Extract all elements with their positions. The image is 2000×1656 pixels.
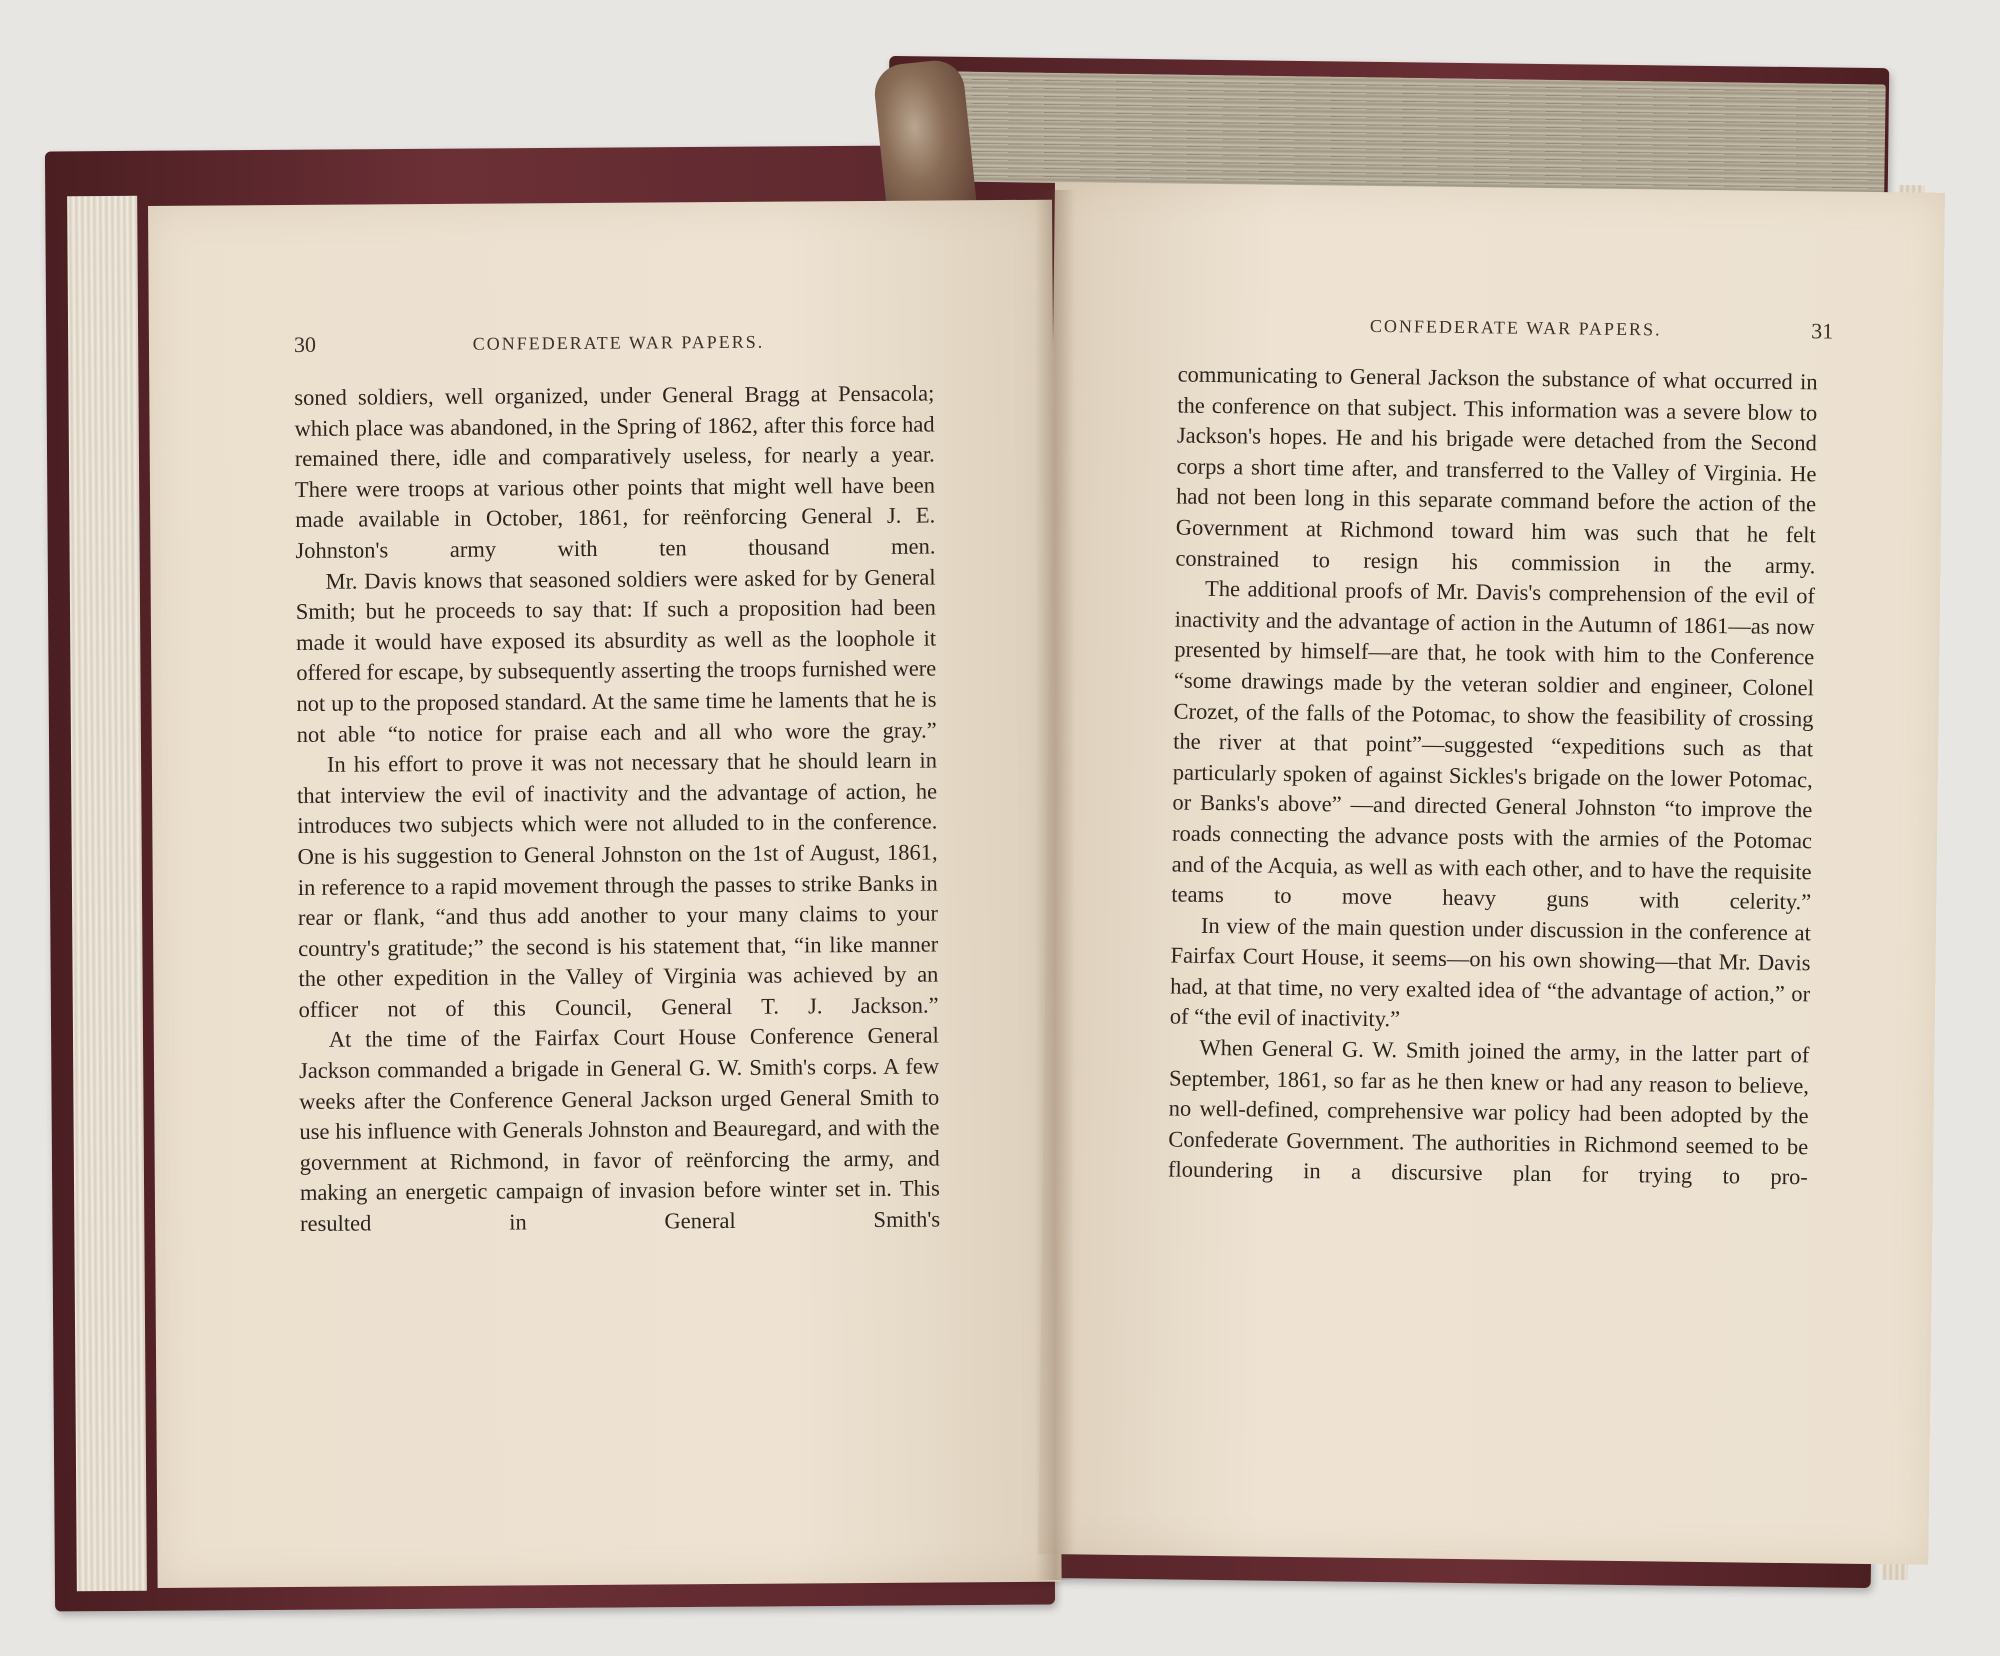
paragraph: The additional proofs of Mr. Davis's comprehension of the evil of inactivity and the advantage of action in the Autumn of 1861—as now presented by himself—are that, he took with him to the Conference “some drawings made by the veteran soldier and engineer, Colonel Crozet, of the falls of the Potomac, to show the feasibility of crossing the river at that point”—suggested “expeditions such as that particularly spoken of against Sickles's brigade on the lower Potomac, or Banks's above” —and directed General Johnston “to improve the roads connecting the advance posts with the armies of the Potomac and of the Acquia, as well as with each other, and to have the requisite teams to move heavy guns with celerity.” [1171,576,1816,915]
paragraph: In his effort to prove it was not necessary that he should learn in that interview the evil of inactivity and the advantage of action, he introduces two subjects which were not alluded to in the conference. One is his suggestion to General Johnston on the 1st of August, 1861, in reference to a rapid movement through the passes to strike Banks in rear or flank, “and thus add another to your many claims to your country's gratitude;” the second is his statement that, “in like manner the other expedition in the Valley of Virginia was achieved by an officer not of this Council, General T. J. Jackson.” [297,747,939,1022]
body-text [1168,360,1818,1194]
book-gutter-shadow [1035,190,1075,1580]
running-head [1198,314,1833,352]
page-edges-left [67,196,147,1591]
page-number: 30 [293,331,317,357]
running-head [294,330,943,365]
right-page [1038,182,1945,1565]
paragraph: communicating to General Jackson the substance of what occurred in the conference on that subject. This information was a severe blow to Jackson's hopes. He and his brigade were detached from the Second corps a short time after, and transferred to the Valley of Virginia. He had not been long in this separate command before the action of the Government at Richmond toward him was such that he felt constrained to resign his commission in the army. [1175,361,1818,578]
paragraph: When General G. W. Smith joined the army, in the latter part of September, 1861, so far as he then knew or had any reason to believe, no well-defined, comprehensive war policy had been adopted by the Confederate Government. The authorities in Richmond seemed to be floundering in a discursive plan for trying to pro- [1167,1034,1810,1190]
page-block-top-edge [954,72,1885,195]
running-head-title: CONFEDERATE WAR PAPERS. [1369,315,1662,340]
body-text [294,379,940,1240]
page-number: 31 [1811,318,1834,344]
paragraph: At the time of the Fairfax Court House Conference General Jackson commanded a brigade in General G. W. Smith's corps. A few weeks after the Conference General Jackson urged General Smith to use his influence with Generals Johnston and Beauregard, and with the government at Richmond, in favor of reënforcing the army, and making an energetic campaign of invasion before winter set in. This resulted in General Smith's [298,1022,941,1236]
left-page [148,200,1062,1588]
paragraph: Mr. Davis knows that seasoned soldiers were asked for by General Smith; but he proceeds to say that: If such a proposition had been made it would have exposed its absurdity as well as the loophole it offered for escape, by subsequently asserting the troops furnished were not up to the proposed standard. At the same time he laments that he is not able “to notice for praise each and all who wore the gray.” [295,564,937,747]
paragraph: soned soldiers, well organized, under General Bragg at Pensacola; which place was abandoned, in the Spring of 1862, after this force had remained there, idle and comparatively useless, for nearly a year. There were troops at various other points that might well have been made available in October, 1861, for reënforcing General J. E. Johnston's army with ten thousand men. [294,380,936,563]
paragraph: In view of the main question under discussion in the conference at Fairfax Court House, it seems—on his own showing—that Mr. Davis had, at that time, no very exalted idea of “the advantage of action,” or of “the evil of inactivity.” [1169,912,1812,1032]
running-head-title: CONFEDERATE WAR PAPERS. [472,331,765,354]
